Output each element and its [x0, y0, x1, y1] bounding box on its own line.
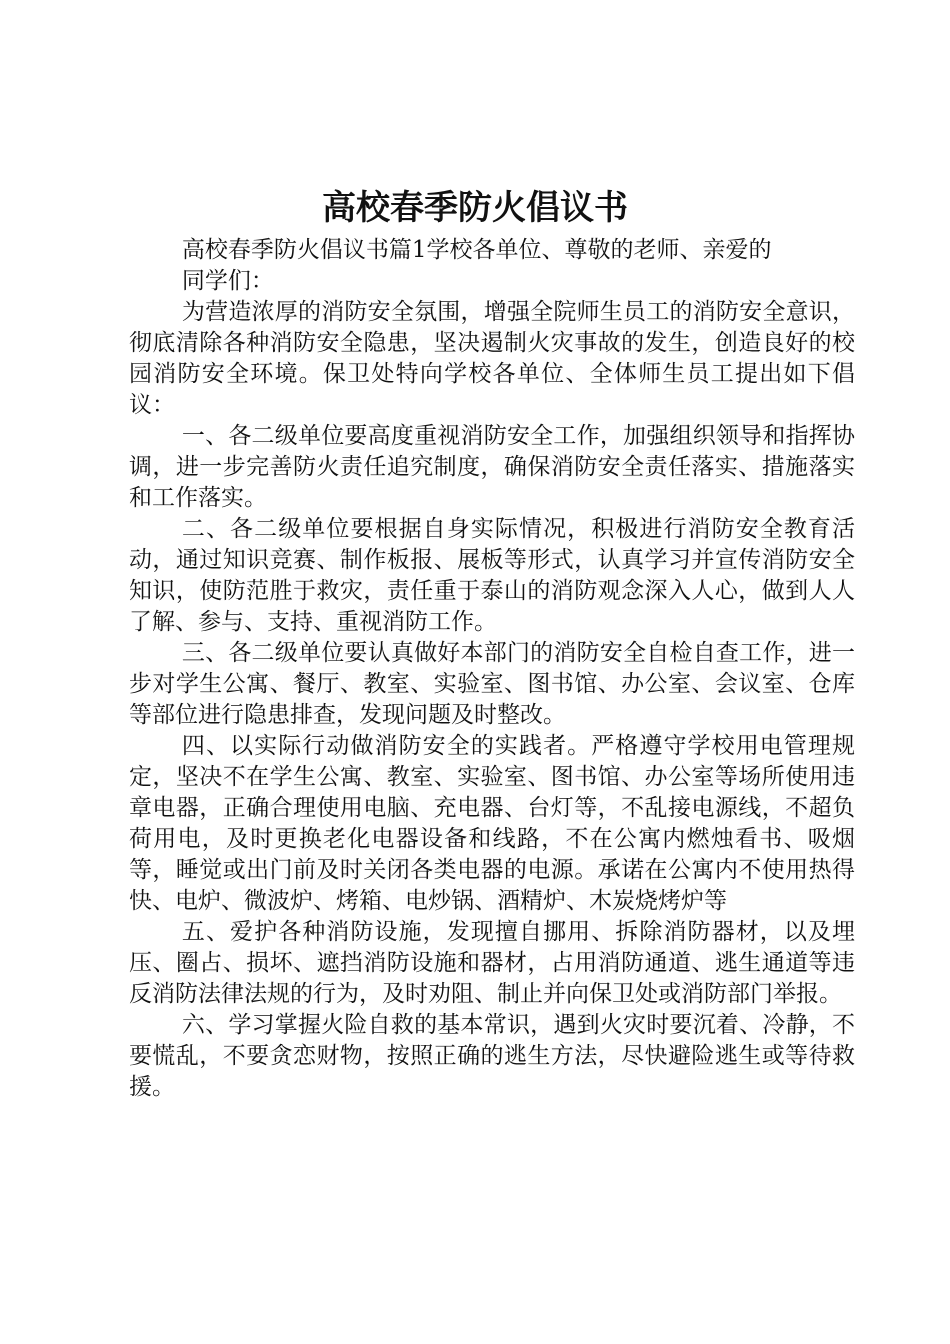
document-body [129, 235, 855, 1103]
paragraph-item-3: 三、各二级单位要认真做好本部门的消防安全自检自查工作，进一步对学生公寓、餐厅、教室、实验室、图书馆、办公室、会议室、仓库等部位进行隐患排查，发现问题及时整改。 [129, 640, 855, 728]
paragraph-item-4: 四、以实际行动做消防安全的实践者。严格遵守学校用电管理规定，坚决不在学生公寓、教室、实验室、图书馆、办公室等场所使用违章电器，正确合理使用电脑、充电器、台灯等，不乱接电源线，不超负荷用电，及时更换老化电器设备和线路，不在公寓内燃烛看书、吸烟等，睡觉或出门前及时关闭各类电器的电源。承诺在公寓内不使用热得快、电炉、微波炉、烤箱、电炒锅、酒精炉、木炭烧烤炉等 [129, 733, 855, 914]
paragraph-salutation: 同学们： [181, 268, 274, 294]
paragraph-item-1: 一、各二级单位要高度重视消防安全工作，加强组织领导和指挥协调，进一步完善防火责任追究制度，确保消防安全责任落实、措施落实和工作落实。 [129, 423, 855, 511]
document-title: 高校春季防火倡议书 [322, 188, 628, 228]
paragraph-item-6: 六、学习掌握火险自救的基本常识，遇到火灾时要沉着、冷静，不要慌乱，不要贪恋财物，按照正确的逃生方法，尽快避险逃生或等待救援。 [129, 1012, 855, 1100]
paragraph-intro: 高校春季防火倡议书篇1学校各单位、尊敬的老师、亲爱的 [181, 237, 772, 263]
paragraph-item-5: 五、爱护各种消防设施，发现擅自挪用、拆除消防器材，以及埋压、圈占、损坏、遮挡消防设施和器材，占用消防通道、逃生通道等违反消防法律法规的行为，及时劝阻、制止并向保卫处或消防部门举报。 [129, 919, 855, 1007]
paragraph-preamble: 为营造浓厚的消防安全氛围，增强全院师生员工的消防安全意识，彻底清除各种消防安全隐患，坚决遏制火灾事故的发生，创造良好的校园消防安全环境。保卫处特向学校各单位、全体师生员工提出如下倡议： [129, 299, 855, 418]
paragraph-item-2: 二、各二级单位要根据自身实际情况，积极进行消防安全教育活动，通过知识竞赛、制作板报、展板等形式，认真学习并宣传消防安全知识，使防范胜于救灾，责任重于泰山的消防观念深入人心，做到人人了解、参与、支持、重视消防工作。 [129, 516, 855, 635]
